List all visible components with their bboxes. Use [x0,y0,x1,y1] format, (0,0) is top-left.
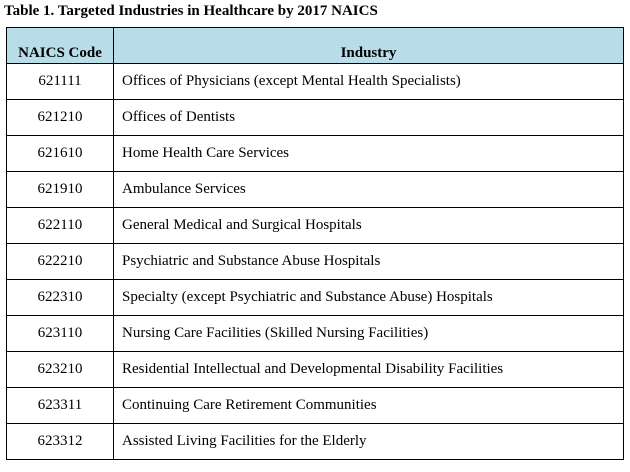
industry-cell: Assisted Living Facilities for the Elderly [114,424,624,460]
industry-cell: Continuing Care Retirement Communities [114,388,624,424]
table-row [7,208,624,244]
naics-code-cell: 623312 [7,424,114,460]
table-row [7,316,624,352]
naics-code-cell: 622210 [7,244,114,280]
header-industry: Industry [114,28,624,64]
table-row [7,172,624,208]
table-row [7,100,624,136]
industry-cell: Home Health Care Services [114,136,624,172]
industry-cell: Offices of Physicians (except Mental Health Specialists) [114,64,624,100]
industry-cell: General Medical and Surgical Hospitals [114,208,624,244]
industry-cell: Offices of Dentists [114,100,624,136]
industry-cell: Ambulance Services [114,172,624,208]
naics-code-cell: 622310 [7,280,114,316]
naics-code-cell: 623210 [7,352,114,388]
table-row [7,424,624,460]
naics-code-cell: 621210 [7,100,114,136]
industry-cell: Nursing Care Facilities (Skilled Nursing Facilities) [114,316,624,352]
industry-cell: Specialty (except Psychiatric and Substance Abuse) Hospitals [114,280,624,316]
header-naics-code: NAICS Code [7,28,114,64]
table-row [7,64,624,100]
table-row [7,352,624,388]
naics-code-cell: 621111 [7,64,114,100]
naics-code-cell: 621910 [7,172,114,208]
table-row [7,244,624,280]
industry-cell: Psychiatric and Substance Abuse Hospitals [114,244,624,280]
naics-code-cell: 621610 [7,136,114,172]
naics-code-cell: 622110 [7,208,114,244]
naics-table [6,27,624,460]
naics-code-cell: 623311 [7,388,114,424]
table-caption: Table 1. Targeted Industries in Healthcare by 2017 NAICS [4,3,378,19]
table-row [7,280,624,316]
industry-cell: Residential Intellectual and Developmental Disability Facilities [114,352,624,388]
table-row [7,136,624,172]
table-header-row [7,28,624,64]
naics-code-cell: 623110 [7,316,114,352]
table-row [7,388,624,424]
